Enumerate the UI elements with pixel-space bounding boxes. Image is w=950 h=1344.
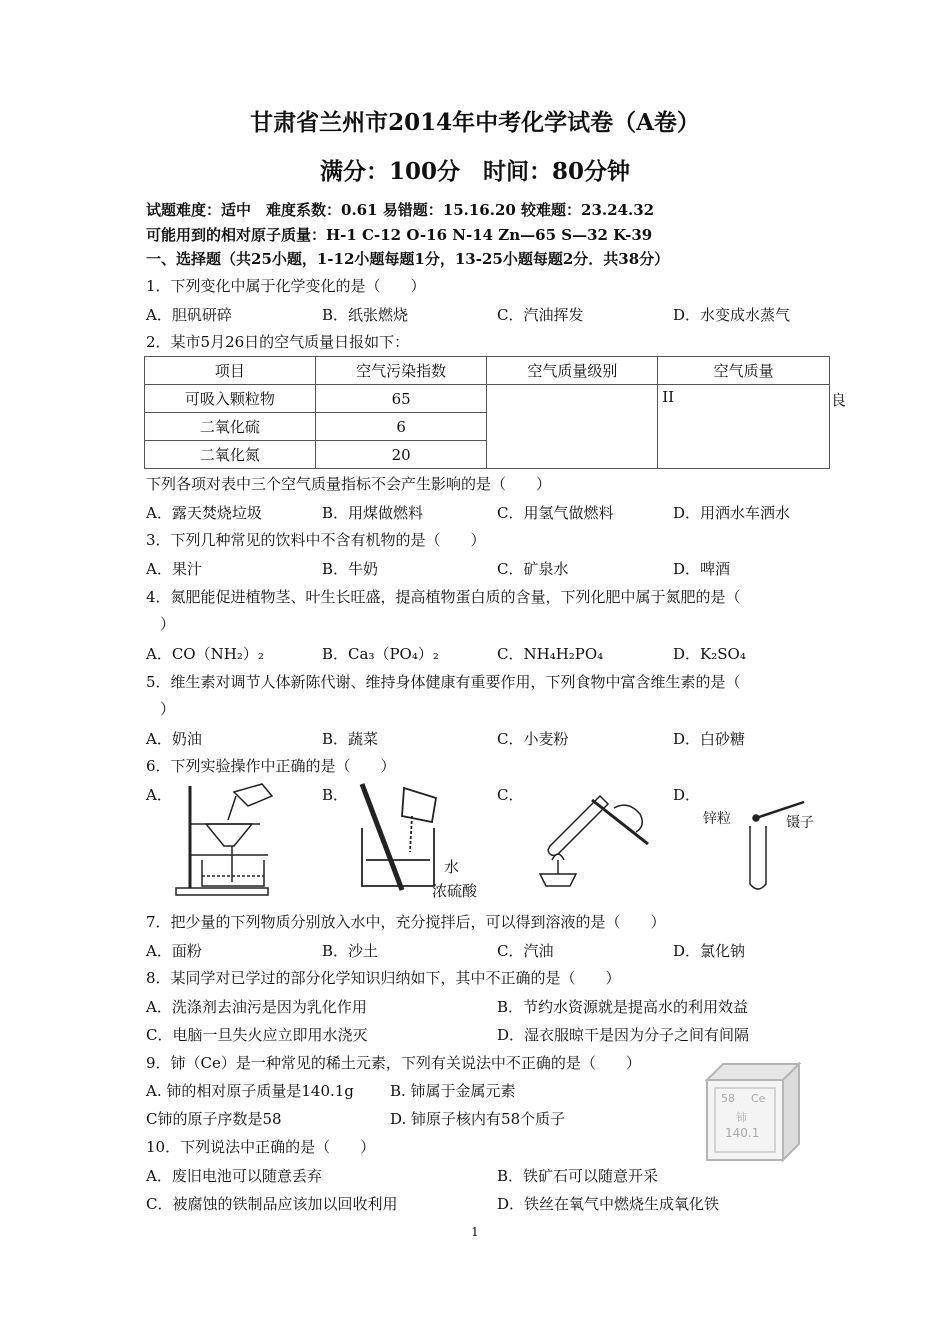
element-mass: 140.1 [725,1126,760,1140]
water-label: 水 [444,858,460,876]
zinc-label: 锌粒 [703,811,731,827]
q6-stem: 6．下列实验操作中正确的是（ ） [146,757,396,775]
table-cell-index: 65 [315,385,487,413]
table-header: 空气质量 [658,357,830,385]
table-cell-level-empty [487,385,658,469]
q10-stem: 10．下列说法中正确的是（ ） [146,1138,376,1156]
q1-option-d: D．水变成水蒸气 [673,306,791,324]
q4-option-a: A．CO（NH₂）₂ [146,645,264,663]
q9-option-a: A. 铈的相对原子质量是140.1g [146,1082,354,1100]
q5-option-c: C．小麦粉 [497,730,569,748]
q4-stem: 4．氮肥能促进植物茎、叶生长旺盛，提高植物蛋白质的含量，下列化肥中属于氮肥的是（ [146,588,741,606]
q10-option-c: C．被腐蚀的铁制品应该加以回收利用 [146,1195,398,1213]
table-header: 空气污染指数 [315,357,487,385]
q10-option-d: D．铁丝在氧气中燃烧生成氧化铁 [497,1195,720,1213]
table-cell-level: II [658,385,830,469]
exam-title: 甘肃省兰州市2014年中考化学试卷（A卷） [250,109,700,136]
q9-stem: 9．铈（Ce）是一种常见的稀土元素，下列有关说法中不正确的是（ ） [146,1054,641,1072]
q8-option-b: B．节约水资源就是提高水的利用效益 [497,998,749,1016]
q2-option-a: A．露天焚烧垃圾 [146,504,262,522]
section-heading: 一、选择题（共25小题，1-12小题每题1分，13-25小题每题2分．共38分） [146,250,670,268]
filtration-figure [168,782,288,900]
q3-option-c: C．矿泉水 [497,560,569,578]
q9-option-c: C铈的原子序数是58 [146,1110,282,1128]
q9-option-d: D. 铈原子核内有58个质子 [390,1110,566,1128]
q1-option-c: C．汽油挥发 [497,306,584,324]
element-symbol: Ce [751,1092,766,1105]
q1-stem: 1．下列变化中属于化学变化的是（ ） [146,277,426,295]
q9-option-b: B. 铈属于金属元素 [390,1082,516,1100]
q4-option-d: D．K₂SO₄ [673,645,746,663]
q10-option-a: A．废旧电池可以随意丢弃 [146,1167,322,1185]
q1-option-b: B．纸张燃烧 [322,306,409,324]
q6-option-c: C． [497,786,524,804]
q3-option-b: B．牛奶 [322,560,379,578]
air-quality-value: 良 [831,391,847,409]
q2-stem: 2．某市5月26日的空气质量日报如下： [146,333,410,351]
q4-option-b: B．Ca₃（PO₄）₂ [322,645,439,663]
q6-option-d: D． [673,786,701,804]
q7-stem: 7．把少量的下列物质分别放入水中，充分搅拌后，可以得到溶液的是（ ） [146,913,666,931]
q6-option-b: B． [322,786,349,804]
table-cell-item: 二氧化硫 [145,413,316,441]
q8-stem: 8．某同学对已学过的部分化学知识归纳如下，其中不正确的是（ ） [146,969,621,987]
q8-option-a: A．洗涤剂去油污是因为乳化作用 [146,998,367,1016]
q2-option-d: D．用洒水车洒水 [673,504,791,522]
q4-stem-cont: ） [160,615,176,633]
table-header: 空气质量级别 [487,357,658,385]
table-header: 项目 [145,357,316,385]
table-cell-index: 20 [315,441,487,469]
table-cell-index: 6 [315,413,487,441]
q10-option-b: B．铁矿石可以随意开采 [497,1167,659,1185]
q7-option-c: C．汽油 [497,942,554,960]
element-number: 58 [721,1092,735,1105]
tweezers-label: 镊子 [786,815,814,831]
acid-label: 浓硫酸 [432,882,478,900]
q5-stem-cont: ） [160,700,176,718]
q1-option-a: A．胆矾研碎 [146,306,232,324]
q7-option-b: B．沙土 [322,942,379,960]
air-quality-table [144,356,830,469]
q6-option-a: A． [146,786,172,804]
q8-option-c: C．电脑一旦失火应立即用水浇灭 [146,1026,368,1044]
q5-option-d: D．白砂糖 [673,730,746,748]
q4-option-c: C．NH₄H₂PO₄ [497,645,604,663]
table-cell-item: 二氧化氮 [145,441,316,469]
page-number: 1 [471,1225,479,1239]
q2-option-b: B．用煤做燃料 [322,504,424,522]
q7-option-a: A．面粉 [146,942,202,960]
q3-stem: 3．下列几种常见的饮料中不含有机物的是（ ） [146,531,486,549]
atomic-mass-info: 可能用到的相对原子质量：H-1 C-12 O-16 N-14 Zn—65 S—32 K-39 [146,226,653,244]
element-name: 铈 [736,1111,747,1124]
q8-option-d: D．湿衣服晾干是因为分子之间有间隔 [497,1026,750,1044]
q5-stem: 5．维生素对调节人体新陈代谢、维持身体健康有重要作用，下列食物中富含维生素的是（ [146,673,741,691]
q2-option-c: C．用氢气做燃料 [497,504,614,522]
exam-subtitle: 满分：100分 时间：80分钟 [319,158,631,185]
q5-option-a: A．奶油 [146,730,202,748]
table-cell-item: 可吸入颗粒物 [145,385,316,413]
acid-dilution-figure [356,782,440,892]
q5-option-b: B．蔬菜 [322,730,379,748]
difficulty-info: 试题难度：适中 难度系数：0.61 易错题：15.16.20 较难题：23.24.32 [146,201,655,219]
q7-option-d: D．氯化钠 [673,942,746,960]
heating-figure [530,786,660,898]
zinc-tube-figure [744,796,824,896]
q3-option-d: D．啤酒 [673,560,731,578]
q3-option-a: A．果汁 [146,560,202,578]
q2-question: 下列各项对表中三个空气质量指标不会产生影响的是（ ） [146,475,552,493]
cerium-element-card [703,1062,803,1162]
